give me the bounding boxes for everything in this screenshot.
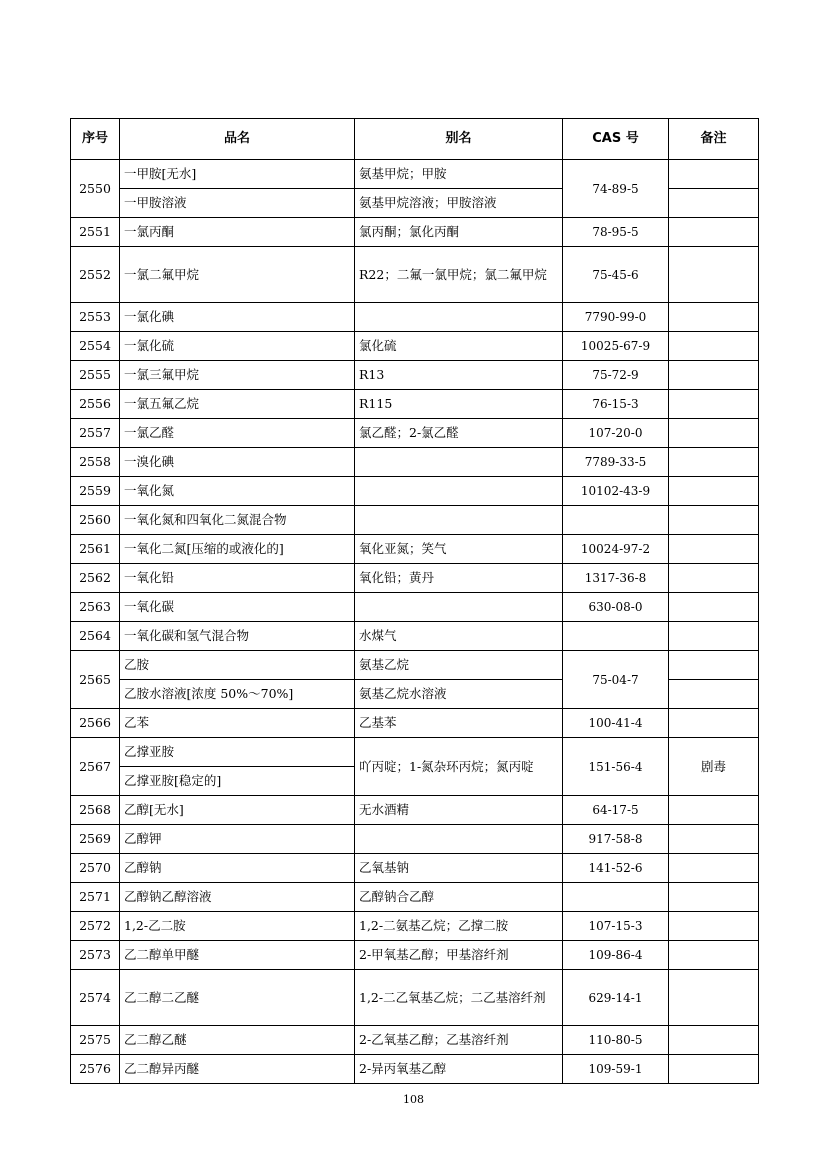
row-name: 乙醇钾	[120, 825, 355, 854]
header-name: 品名	[120, 119, 355, 160]
row-note	[669, 709, 759, 738]
row-cas	[563, 883, 669, 912]
row-cas	[563, 622, 669, 651]
row-seq: 2573	[71, 941, 120, 970]
row-seq: 2563	[71, 593, 120, 622]
table-row	[71, 796, 759, 825]
row-cas: 75-45-6	[563, 247, 669, 303]
row-note: 剧毒	[669, 738, 759, 796]
row-name: 一甲胺溶液	[120, 189, 355, 218]
row-note	[669, 303, 759, 332]
row-note	[669, 941, 759, 970]
table-row	[71, 477, 759, 506]
row-alias: 1,2-二氨基乙烷；乙撑二胺	[355, 912, 563, 941]
row-alias: 氧化铅；黄丹	[355, 564, 563, 593]
table-row	[71, 332, 759, 361]
row-seq: 2552	[71, 247, 120, 303]
row-cas	[563, 506, 669, 535]
row-seq: 2558	[71, 448, 120, 477]
row-seq: 2551	[71, 218, 120, 247]
row-name: 乙撑亚胺	[120, 738, 355, 767]
row-alias	[355, 506, 563, 535]
row-alias: 氨基甲烷；甲胺	[355, 160, 563, 189]
row-note	[669, 506, 759, 535]
row-cas: 10102-43-9	[563, 477, 669, 506]
row-name: 乙撑亚胺[稳定的]	[120, 767, 355, 796]
row-seq: 2560	[71, 506, 120, 535]
row-cas: 107-20-0	[563, 419, 669, 448]
table-row	[71, 1026, 759, 1055]
table-row	[71, 941, 759, 970]
row-alias: 无水酒精	[355, 796, 563, 825]
row-name: 一氯三氟甲烷	[120, 361, 355, 390]
row-seq: 2556	[71, 390, 120, 419]
row-name: 一氧化铅	[120, 564, 355, 593]
row-note	[669, 1055, 759, 1084]
header-cas: CAS 号	[563, 119, 669, 160]
row-cas: 100-41-4	[563, 709, 669, 738]
row-alias: 2-甲氧基乙醇；甲基溶纤剂	[355, 941, 563, 970]
row-name: 一氧化氮和四氧化二氮混合物	[120, 506, 355, 535]
row-cas: 109-86-4	[563, 941, 669, 970]
table-row	[71, 564, 759, 593]
row-seq: 2566	[71, 709, 120, 738]
row-alias: 氯丙酮；氯化丙酮	[355, 218, 563, 247]
row-name: 乙苯	[120, 709, 355, 738]
row-alias	[355, 477, 563, 506]
row-alias: 2-异丙氧基乙醇	[355, 1055, 563, 1084]
row-name: 乙醇钠乙醇溶液	[120, 883, 355, 912]
row-alias: 氧化亚氮；笑气	[355, 535, 563, 564]
row-seq: 2570	[71, 854, 120, 883]
row-alias: 2-乙氧基乙醇；乙基溶纤剂	[355, 1026, 563, 1055]
row-name: 乙二醇单甲醚	[120, 941, 355, 970]
row-cas: 1317-36-8	[563, 564, 669, 593]
row-name: 一氯二氟甲烷	[120, 247, 355, 303]
table-row	[71, 448, 759, 477]
row-name: 一溴化碘	[120, 448, 355, 477]
row-note	[669, 825, 759, 854]
row-alias: 乙基苯	[355, 709, 563, 738]
row-alias	[355, 825, 563, 854]
row-cas: 78-95-5	[563, 218, 669, 247]
row-seq: 2557	[71, 419, 120, 448]
row-note	[669, 160, 759, 189]
row-cas: 64-17-5	[563, 796, 669, 825]
table-row	[71, 419, 759, 448]
table-row	[71, 247, 759, 303]
row-alias	[355, 593, 563, 622]
row-seq: 2576	[71, 1055, 120, 1084]
chemical-table	[70, 118, 759, 1084]
row-note	[669, 854, 759, 883]
row-cas: 630-08-0	[563, 593, 669, 622]
row-cas: 10024-97-2	[563, 535, 669, 564]
row-cas: 75-72-9	[563, 361, 669, 390]
table-row	[71, 303, 759, 332]
row-name: 乙二醇异丙醚	[120, 1055, 355, 1084]
row-cas: 141-52-6	[563, 854, 669, 883]
row-name: 乙胺水溶液[浓度 50%～70%]	[120, 680, 355, 709]
row-note	[669, 247, 759, 303]
row-alias: 氯乙醛；2-氯乙醛	[355, 419, 563, 448]
row-name: 1,2-乙二胺	[120, 912, 355, 941]
row-note	[669, 448, 759, 477]
row-note	[669, 883, 759, 912]
row-name: 乙二醇乙醚	[120, 1026, 355, 1055]
table-row	[71, 883, 759, 912]
row-seq: 2575	[71, 1026, 120, 1055]
row-cas: 110-80-5	[563, 1026, 669, 1055]
row-seq: 2574	[71, 970, 120, 1026]
table-row	[71, 825, 759, 854]
header-note: 备注	[669, 119, 759, 160]
row-alias: 氯化硫	[355, 332, 563, 361]
row-alias: R22；二氟一氯甲烷；氯二氟甲烷	[355, 247, 563, 303]
header-seq: 序号	[71, 119, 120, 160]
table-row	[71, 218, 759, 247]
row-note	[669, 970, 759, 1026]
row-alias: 氨基甲烷溶液；甲胺溶液	[355, 189, 563, 218]
row-seq: 2559	[71, 477, 120, 506]
row-note	[669, 390, 759, 419]
table-row	[71, 160, 759, 189]
table-row	[71, 506, 759, 535]
row-name: 乙醇[无水]	[120, 796, 355, 825]
row-name: 一甲胺[无水]	[120, 160, 355, 189]
row-note	[669, 593, 759, 622]
table-row	[71, 738, 759, 767]
row-note	[669, 477, 759, 506]
page-number: 108	[403, 1093, 424, 1106]
row-note	[669, 680, 759, 709]
row-note	[669, 189, 759, 218]
row-name: 乙醇钠	[120, 854, 355, 883]
row-note	[669, 218, 759, 247]
table-row	[71, 361, 759, 390]
row-seq: 2565	[71, 651, 120, 709]
row-seq: 2562	[71, 564, 120, 593]
row-cas: 74-89-5	[563, 160, 669, 218]
row-name: 一氯丙酮	[120, 218, 355, 247]
row-seq: 2561	[71, 535, 120, 564]
row-alias: 氨基乙烷水溶液	[355, 680, 563, 709]
table-header-row	[71, 119, 759, 160]
row-seq: 2569	[71, 825, 120, 854]
row-cas: 107-15-3	[563, 912, 669, 941]
table-row	[71, 709, 759, 738]
row-name: 一氧化碳和氢气混合物	[120, 622, 355, 651]
header-alias: 别名	[355, 119, 563, 160]
row-cas: 10025-67-9	[563, 332, 669, 361]
row-note	[669, 361, 759, 390]
row-alias: R115	[355, 390, 563, 419]
row-alias: 乙氧基钠	[355, 854, 563, 883]
row-note	[669, 912, 759, 941]
row-alias: 1,2-二乙氧基乙烷；二乙基溶纤剂	[355, 970, 563, 1026]
table-row	[71, 651, 759, 680]
table-row	[71, 1055, 759, 1084]
row-name: 一氯五氟乙烷	[120, 390, 355, 419]
table-row	[71, 854, 759, 883]
row-note	[669, 651, 759, 680]
row-note	[669, 535, 759, 564]
row-seq: 2564	[71, 622, 120, 651]
row-cas: 7790-99-0	[563, 303, 669, 332]
row-note	[669, 332, 759, 361]
row-name: 一氧化氮	[120, 477, 355, 506]
row-seq: 2553	[71, 303, 120, 332]
row-alias: 水煤气	[355, 622, 563, 651]
row-note	[669, 564, 759, 593]
table-row	[71, 622, 759, 651]
row-cas: 7789-33-5	[563, 448, 669, 477]
row-name: 乙二醇二乙醚	[120, 970, 355, 1026]
table-row	[71, 970, 759, 1026]
row-alias	[355, 303, 563, 332]
row-name: 一氯化碘	[120, 303, 355, 332]
row-note	[669, 1026, 759, 1055]
row-cas: 75-04-7	[563, 651, 669, 709]
row-seq: 2572	[71, 912, 120, 941]
row-name: 乙胺	[120, 651, 355, 680]
row-alias: 吖丙啶；1-氮杂环丙烷；氮丙啶	[355, 738, 563, 796]
row-note	[669, 419, 759, 448]
row-cas: 109-59-1	[563, 1055, 669, 1084]
row-seq: 2550	[71, 160, 120, 218]
table-row	[71, 535, 759, 564]
row-name: 一氯化硫	[120, 332, 355, 361]
row-seq: 2555	[71, 361, 120, 390]
row-cas: 629-14-1	[563, 970, 669, 1026]
table-row	[71, 912, 759, 941]
table-row	[71, 390, 759, 419]
table-row	[71, 593, 759, 622]
row-name: 一氧化碳	[120, 593, 355, 622]
row-seq: 2567	[71, 738, 120, 796]
row-seq: 2568	[71, 796, 120, 825]
row-seq: 2554	[71, 332, 120, 361]
row-name: 一氯乙醛	[120, 419, 355, 448]
row-alias: R13	[355, 361, 563, 390]
row-cas: 76-15-3	[563, 390, 669, 419]
row-note	[669, 622, 759, 651]
row-alias	[355, 448, 563, 477]
row-alias: 氨基乙烷	[355, 651, 563, 680]
row-cas: 917-58-8	[563, 825, 669, 854]
row-alias: 乙醇钠合乙醇	[355, 883, 563, 912]
row-name: 一氧化二氮[压缩的或液化的]	[120, 535, 355, 564]
row-seq: 2571	[71, 883, 120, 912]
row-note	[669, 796, 759, 825]
row-cas: 151-56-4	[563, 738, 669, 796]
